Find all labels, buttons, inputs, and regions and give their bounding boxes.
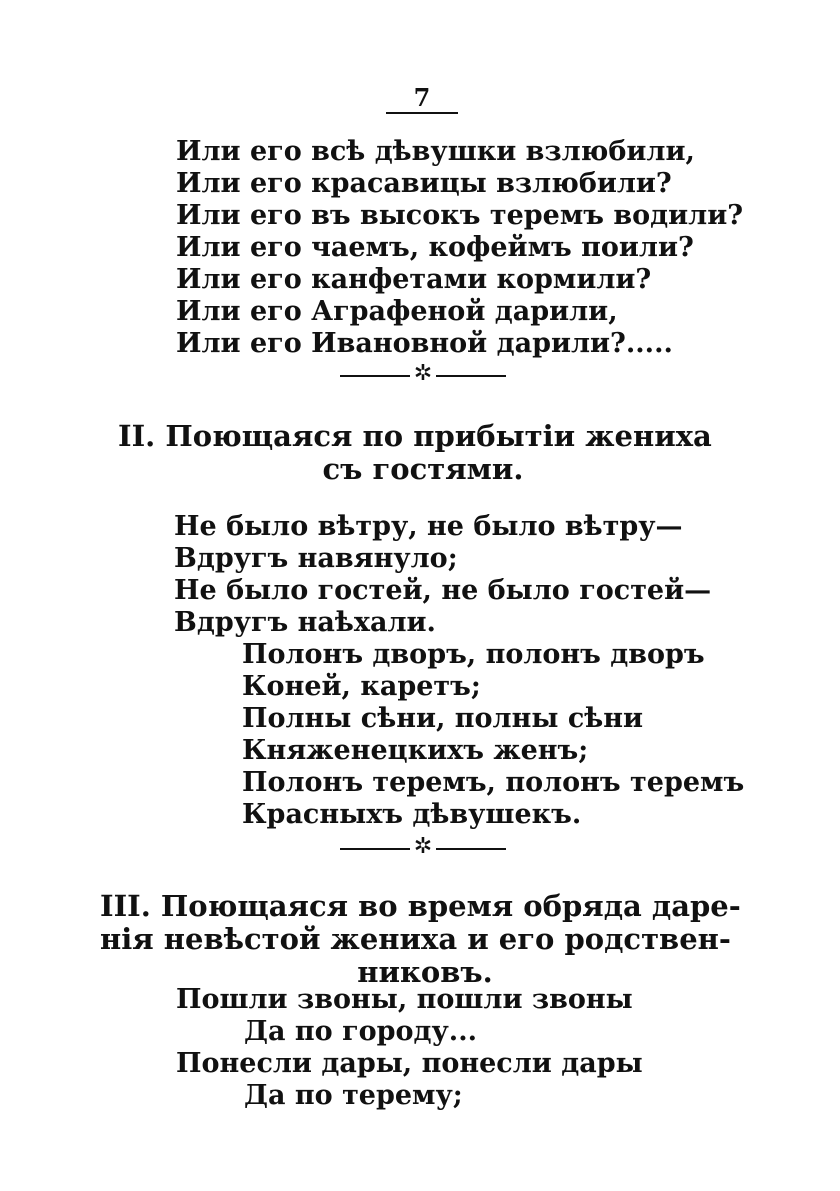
verse-line: Или его канфетами кормили? (176, 264, 652, 295)
verse-section-3 (176, 984, 643, 1112)
ornament-icon: ✲ (413, 834, 433, 859)
verse-line: Или его чаемъ, кофеймъ поили? (176, 232, 694, 263)
verse-line: Красныхъ дѣвушекъ. (242, 799, 582, 830)
heading-line: никовъ. (357, 955, 493, 989)
verse-line: Вдругъ наѣхали. (174, 607, 436, 638)
verse-line: Пошли звоны, пошли звоны (176, 984, 633, 1015)
heading-line: III. Поющаяся во время обряда даре- (100, 889, 741, 923)
verse-section-1 (176, 136, 743, 360)
verse-line: Полонъ теремъ, полонъ теремъ (242, 767, 745, 798)
verse-line: Княженецкихъ женъ; (242, 735, 589, 766)
section-3-heading (100, 890, 750, 989)
verse-line: Коней, каретъ; (242, 671, 481, 702)
verse-line: Или его Аграфеной дарили, (176, 296, 618, 327)
ornament-icon: ✲ (413, 361, 433, 386)
verse-line: Не было гостей, не было гостей— (174, 575, 712, 606)
section-2-heading (118, 420, 728, 486)
section-divider (340, 834, 506, 859)
verse-line: Полны сѣни, полны сѣни (242, 703, 644, 734)
verse-line: Или его всѣ дѣвушки взлюбили, (176, 136, 695, 167)
verse-line: Или его Ивановной дарили?..... (176, 328, 673, 359)
verse-section-2 (174, 511, 744, 831)
section-divider (340, 361, 506, 386)
verse-line: Полонъ дворъ, полонъ дворъ (242, 639, 705, 670)
verse-line: Или его въ высокъ теремъ водили? (176, 200, 744, 231)
heading-line: нія невѣстой жениха и его родствен- (100, 922, 731, 956)
verse-line: Не было вѣтру, не было вѣтру— (174, 511, 683, 542)
verse-line: Вдругъ навянуло; (174, 543, 458, 574)
verse-line: Да по городу... (244, 1016, 477, 1047)
verse-line: Понесли дары, понесли дары (176, 1048, 643, 1079)
heading-line: II. Поющаяся по прибытіи жениха (118, 419, 712, 453)
heading-line: съ гостями. (322, 452, 524, 486)
verse-line: Или его красавицы взлюбили? (176, 168, 672, 199)
page-number: 7 (386, 84, 458, 114)
verse-line: Да по терему; (244, 1080, 463, 1111)
